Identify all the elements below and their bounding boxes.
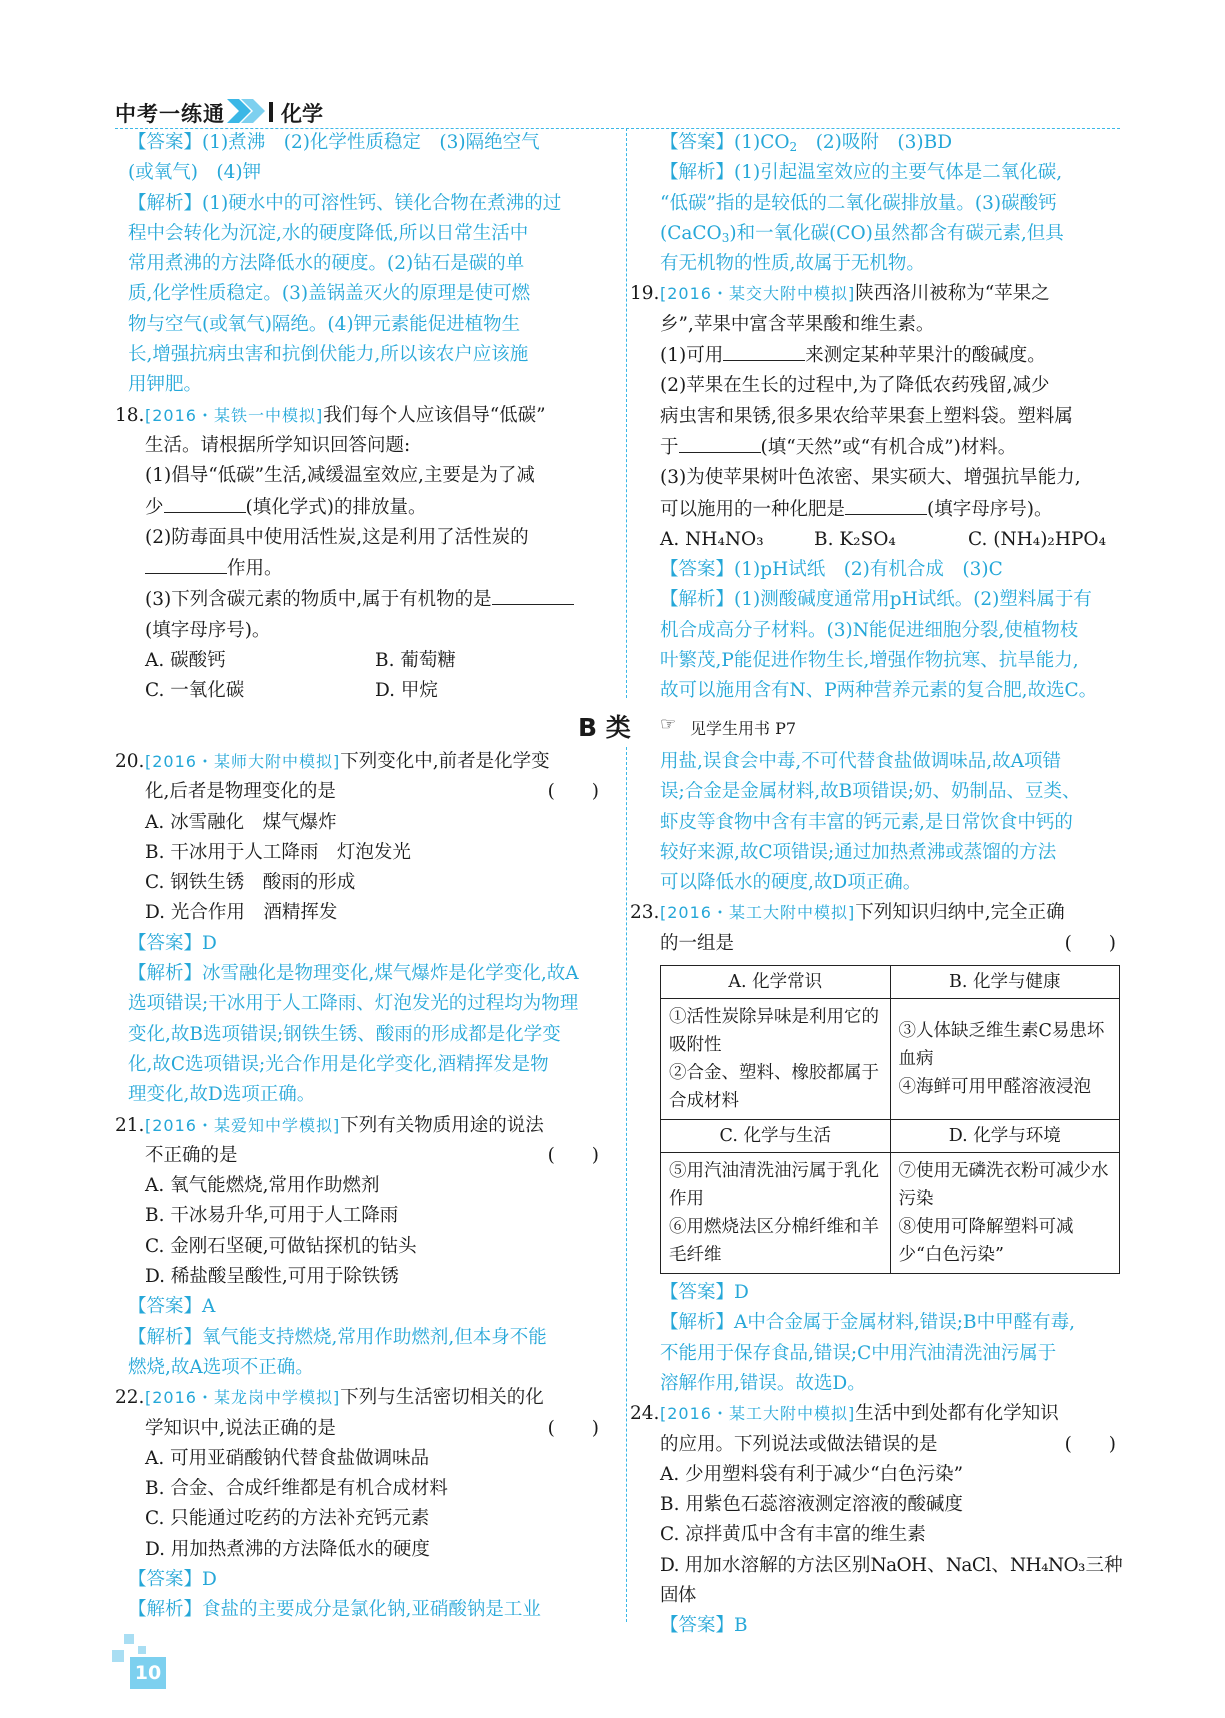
q20-analysis-line: 化,故C选项错误;光合作用是化学变化,酒精挥发是物 [128, 1053, 549, 1075]
q19-part1: (1)可用 来测定某种苹果汁的酸碱度。 [660, 340, 1122, 371]
book-title: 中考一练通 [115, 102, 225, 126]
q18-analysis-line: “低碳”指的是较低的二氧化碳排放量。(3)碳酸钙 [660, 192, 1057, 214]
option: B. 干冰易升华,可用于人工降雨 [145, 1205, 399, 1227]
q19-part2: (2)苹果在生长的过程中,为了降低农药残留,减少 [660, 375, 1050, 397]
q17-answer: 【答案】(1)煮沸 (2)化学性质稳定 (3)隔绝空气 [128, 132, 540, 153]
q23-analysis-line: 不能用于保存食品,错误;C中用汽油清洗油污属于 [660, 1342, 1057, 1364]
q22-answer: 【答案】D [128, 1569, 217, 1591]
q18-analysis-line: (CaCO$_3$)和一氧化碳(CO)虽然都含有碳元素,但具 [660, 222, 1064, 245]
left-column-bottom [115, 747, 605, 1626]
q22-stem: 22. [2016・某龙岗中学模拟]下列与生活密切相关的化 [115, 1387, 544, 1409]
right-column-top [630, 128, 1122, 707]
answer-blank [164, 492, 246, 513]
q21-answer: 【答案】A [128, 1296, 216, 1318]
running-header [115, 98, 1120, 128]
option: C. (NH₄)₂HPO₄ [968, 528, 1107, 550]
q18-part1: (1)倡导“低碳”生活,减缓温室效应,主要是为了减 [145, 465, 535, 487]
q18-part3: (3)下列含碳元素的物质中,属于有机物的是 [115, 584, 605, 615]
q22-analysis-line: 用盐,误食会中毒,不可代替食盐做调味品,故A项错 [660, 751, 1062, 772]
q17-analysis-line: 物与空气(或氧气)隔绝。(4)钾元素能促进植物生 [128, 313, 521, 335]
q23-analysis: 【解析】A中合金属于金属材料,错误;B中甲醛有毒, [660, 1312, 1075, 1334]
option: C. 金刚石坚硬,可做钻探机的钻头 [145, 1235, 417, 1257]
q22-analysis-line: 虾皮等食物中含有丰富的钙元素,是日常饮食中钙的 [660, 811, 1073, 833]
left-column-top [115, 128, 605, 707]
q17-answer-cont: (或氧气) (4)钾 [128, 162, 262, 184]
q18-options-row [115, 676, 605, 706]
q18-part2: (2)防毒面具中使用活性炭,这是利用了活性炭的 [145, 526, 529, 548]
table-cell-c: ⑤用汽油清洗油污属于乳化作用 ⑥用燃烧法区分棉纤维和羊毛纤维 [661, 1153, 891, 1274]
answer-blank [679, 432, 761, 453]
q22-analysis-line: 误;合金是金属材料,故B项错误;奶、奶制品、豆类、 [660, 781, 1081, 803]
option: C. 钢铁生锈 酸雨的形成 [145, 872, 356, 894]
q21-analysis-line: 燃烧,故A选项不正确。 [128, 1356, 314, 1378]
q23-answer: 【答案】D [660, 1282, 749, 1304]
q21-stem: 21. [2016・某爱知中学模拟]下列有关物质用途的说法 [115, 1114, 544, 1136]
q20-source: [2016・某师大附中模拟] [145, 752, 341, 771]
option: B. 合金、合成纤维都是有机合成材料 [145, 1478, 448, 1500]
q23-source: [2016・某工大附中模拟] [660, 903, 856, 923]
q18-answer: 【答案】$(1)CO_2$ (2)吸附 (3)BD [660, 132, 953, 154]
q18-analysis: 【解析】(1)引起温室效应的主要气体是二氧化碳, [660, 162, 1063, 184]
q17-analysis: 【解析】(1)硬水中的可溶性钙、镁化合物在煮沸的过 [128, 192, 562, 214]
q20-stem-cont: 化,后者是物理变化的是 ( ) [145, 781, 599, 803]
q17-analysis-line: 程中会转化为沉淀,水的硬度降低,所以日常生活中 [128, 222, 529, 244]
q23-analysis-line: 溶解作用,错误。故选D。 [660, 1372, 866, 1394]
q18-source: [2016・某铁一中模拟] [145, 405, 324, 425]
q18-options-row [115, 646, 605, 676]
q17-analysis-line: 质,化学性质稳定。(3)盖锅盖灭火的原理是使可燃 [128, 283, 531, 305]
table-cell-a: ①活性炭除异味是利用它的吸附性 ②合金、塑料、橡胶都属于合成材料 [661, 999, 891, 1120]
q18-stem-cont: 生活。请根据所学知识回答问题: [145, 434, 411, 456]
q19-options-row [660, 525, 1122, 555]
q24-source: [2016・某工大附中模拟] [660, 1404, 856, 1424]
option: D. 用加热煮沸的方法降低水的硬度 [145, 1538, 430, 1560]
q17-analysis-line: 长,增强抗病虫害和抗倒伏能力,所以该农户应该施 [128, 344, 529, 366]
q20-analysis: 【解析】冰雪融化是物理变化,煤气爆炸是化学变化,故A [128, 963, 579, 985]
q20-analysis-line: 选项错误;干冰用于人工降雨、灯泡发光的过程均为物理 [128, 993, 579, 1015]
option: D. 稀盐酸呈酸性,可用于除铁锈 [145, 1266, 399, 1288]
option: A. 氧气能燃烧,常用作助燃剂 [145, 1175, 380, 1197]
option: C. 一氧化碳 [145, 680, 245, 702]
q17-analysis-line: 用钾肥。 [128, 374, 203, 396]
q21-stem-cont: 不正确的是 ( ) [145, 1144, 599, 1166]
q19-part2-cont: 病虫害和果锈,很多果农给苹果套上塑料袋。塑料属 [660, 405, 1073, 427]
q20-analysis-line: 变化,故B选项错误;钢铁生锈、酸雨的形成都是化学变 [128, 1023, 561, 1045]
table-cell-b: ③人体缺乏维生素C易患坏血病 ④海鲜可用甲醛溶液浸泡 [890, 999, 1120, 1120]
knowledge-table [660, 965, 1120, 1274]
q22-stem-cont: 学知识中,说法正确的是 ( ) [145, 1417, 599, 1439]
q18-part1-cont: 少 (填化学式)的排放量。 [115, 492, 605, 523]
section-heading [578, 710, 1138, 744]
q19-part2-cont: 于 (填“天然”或“有机合成”)材料。 [660, 432, 1122, 463]
answer-blank [723, 340, 805, 361]
q19-stem-cont: 乡”,苹果中富含苹果酸和维生素。 [660, 313, 935, 335]
q18-part3-cont: (填字母序号)。 [145, 619, 271, 641]
table-header-b: B. 化学与健康 [890, 966, 1120, 999]
subject-title: 化学 [281, 102, 323, 126]
option: B. 用紫色石蕊溶液测定溶液的酸碱度 [660, 1494, 963, 1516]
q24-answer: 【答案】B [660, 1615, 748, 1637]
q20-analysis-line: 理变化,故D选项正确。 [128, 1084, 316, 1106]
q19-stem: 19. [2016・某交大附中模拟]陕西洛川被称为“苹果之 [630, 283, 1050, 305]
option: B. 干冰用于人工降雨 灯泡发光 [145, 841, 411, 863]
q23-stem: 23. [2016・某工大附中模拟]下列知识归纳中,完全正确 [630, 902, 1065, 924]
q19-source: [2016・某交大附中模拟] [660, 284, 856, 304]
section-reference: 见学生用书 P7 [690, 719, 797, 738]
answer-blank [492, 584, 574, 605]
column-divider-bottom [626, 747, 627, 1622]
q23-stem-cont: 的一组是 ( ) [660, 932, 1116, 954]
q19-part3: (3)为使苹果树叶色浓密、果实硕大、增强抗旱能力, [660, 467, 1081, 489]
q19-answer: 【答案】(1)pH试纸 (2)有机合成 (3)C [660, 559, 1003, 581]
q24-stem: 24. [2016・某工大附中模拟]生活中到处都有化学知识 [630, 1403, 1059, 1425]
q19-analysis: 【解析】(1)测酸碱度通常用pH试纸。(2)塑料属于有 [660, 589, 1092, 611]
table-header-d: D. 化学与环境 [890, 1120, 1120, 1153]
option: A. 少用塑料袋有利于减少“白色污染” [660, 1463, 964, 1485]
q19-analysis-line: 叶繁茂,P能促进作物生长,增强作物抗寒、抗旱能力, [660, 650, 1079, 672]
option: D. 甲烷 [375, 680, 438, 702]
q20-stem: 20. [2016・某师大附中模拟]下列变化中,前者是化学变 [115, 751, 550, 772]
column-divider-top [626, 128, 627, 698]
table-header-c: C. 化学与生活 [661, 1120, 891, 1153]
option: A. NH₄NO₃ [660, 528, 764, 550]
decorative-square [112, 1650, 124, 1662]
option: D. 光合作用 酒精挥发 [145, 902, 338, 924]
q22-analysis: 【解析】食盐的主要成分是氯化钠,亚硝酸钠是工业 [128, 1599, 541, 1621]
q17-analysis-line: 常用煮沸的方法降低水的硬度。(2)钻石是碳的单 [128, 253, 525, 275]
option: A. 可用亚硝酸钠代替食盐做调味品 [145, 1447, 430, 1469]
answer-blank [845, 494, 927, 515]
q21-source: [2016・某爱知中学模拟] [145, 1115, 341, 1135]
option: B. 葡萄糖 [375, 650, 456, 672]
decorative-square [124, 1634, 134, 1644]
right-column-bottom [630, 747, 1122, 1642]
double-chevron-icon [225, 96, 277, 126]
q22-analysis-line: 较好来源,故C项错误;通过加热煮沸或蒸馏的方法 [660, 841, 1057, 863]
q19-analysis-line: 故可以施用含有N、P两种营养元素的复合肥,故选C。 [660, 680, 1098, 702]
q21-analysis: 【解析】氧气能支持燃烧,常用作助燃剂,但本身不能 [128, 1326, 547, 1348]
page-number: 10 [130, 1657, 166, 1689]
q20-answer: 【答案】D [128, 932, 217, 954]
table-cell-d: ⑦使用无磷洗衣粉可减少水污染 ⑧使用可降解塑料可减少“白色污染” [890, 1153, 1120, 1274]
option: A. 冰雪融化 煤气爆炸 [145, 811, 337, 833]
option: A. 碳酸钙 [145, 650, 226, 672]
q24-stem-cont: 的应用。下列说法或做法错误的是 ( ) [660, 1433, 1116, 1455]
q18-analysis-line: 有无机物的性质,故属于无机物。 [660, 253, 925, 275]
q18-part2-cont: 作用。 [115, 553, 605, 584]
option: B. K₂SO₄ [814, 528, 896, 550]
q22-source: [2016・某龙岗中学模拟] [145, 1388, 341, 1408]
q19-part3-cont: 可以施用的一种化肥是 (填字母序号)。 [660, 494, 1122, 525]
decorative-square [138, 1646, 146, 1654]
answer-blank [145, 553, 227, 574]
option: C. 凉拌黄瓜中含有丰富的维生素 [660, 1524, 926, 1546]
pointing-hand-icon: ☞ [660, 714, 677, 735]
table-header-a: A. 化学常识 [661, 966, 891, 999]
q19-analysis-line: 机合成高分子材料。(3)N能促进细胞分裂,使植物枝 [660, 619, 1079, 641]
option: C. 只能通过吃药的方法补充钙元素 [145, 1508, 430, 1530]
q22-analysis-line: 可以降低水的硬度,故D项正确。 [660, 872, 922, 894]
q18-stem: 18. [2016・某铁一中模拟]我们每个人应该倡导“低碳” [115, 404, 546, 426]
option: D. 用加水溶解的方法区别NaOH、NaCl、NH₄NO₃三种固体 [660, 1554, 1122, 1607]
section-label: B 类 [578, 713, 631, 742]
